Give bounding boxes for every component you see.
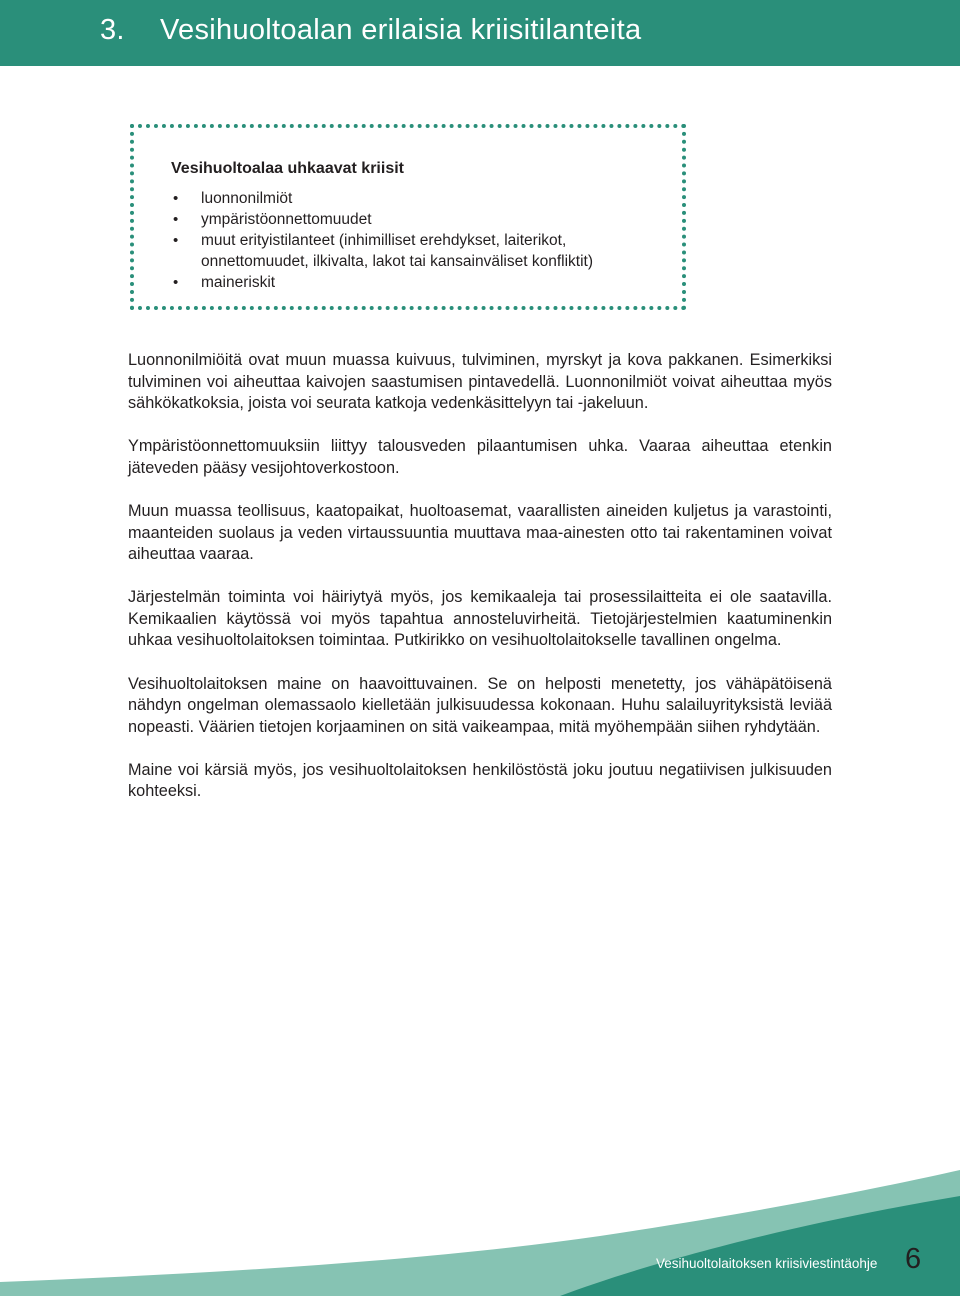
chapter-header <box>0 0 960 66</box>
list-item-text: luonnonilmiöt <box>201 190 293 207</box>
list-item <box>171 230 671 272</box>
page-number: 6 <box>905 1243 922 1275</box>
list-item <box>171 272 671 293</box>
bullet-icon: • <box>173 211 179 228</box>
paragraph-natural-phenomena: Luonnonilmiöitä ovat muun muassa kuivuus, tulviminen, myrskyt ja kova pakkanen. Esimerkiksi tulviminen voi aiheuttaa kaivojen saastumisen pintavedellä. Luonnonilmiöt voivat aiheuttaa myös sähkökatkoksia, joista voi seurata katkoja vedenkäsittelyyn tai -jakeluun. <box>128 351 832 413</box>
callout-title: Vesihuoltoalaa uhkaavat kriisit <box>171 160 404 177</box>
bullet-icon: • <box>173 274 179 291</box>
chapter-number: 3. <box>100 14 125 46</box>
footer-wave-decoration <box>0 1170 960 1296</box>
bullet-icon: • <box>173 232 179 249</box>
crisis-types-callout <box>130 124 686 310</box>
publication-title: Vesihuoltolaitoksen kriisiviestintäohje <box>656 1256 878 1271</box>
crisis-list <box>171 188 671 293</box>
list-item-text: maineriskit <box>201 274 276 291</box>
paragraph-staff-publicity: Maine voi kärsiä myös, jos vesihuoltolaitoksen henkilöstöstä joku joutuu negatiivisen julkisuuden kohteeksi. <box>128 760 832 801</box>
paragraph-system-disruptions: Järjestelmän toiminta voi häiriytyä myös, jos kemikaaleja tai prosessilaitteita ei ole saatavilla. Kemikaalien käytössä voi myös tapahtua annosteluvirheitä. Tietojärjestelmien kaatuminenkin uhkaa vesihuoltolaitoksen toimintaa. Putkirikko on vesihuoltolaitokselle tavallinen ongelma. <box>128 588 832 650</box>
paragraph-risk-sources: Muun muassa teollisuus, kaatopaikat, huoltoasemat, vaarallisten aineiden kuljetus ja varastointi, maanteiden suolaus ja veden virtaussuuntia muuttava maa-ainesten otto tai rakentaminen voivat aiheuttaa vaaraa. <box>128 501 832 564</box>
list-item-text: muut erityistilanteet (inhimilliset erehdykset, laiterikot, onnettomuudet, ilkivalta, lakot tai kansainväliset konfliktit) <box>201 232 594 270</box>
body-text <box>128 350 832 825</box>
paragraph-reputation: Vesihuoltolaitoksen maine on haavoittuvainen. Se on helposti menetetty, jos vähäpätöisenä nähdyn ongelman olemassaolo kielletään julkisuudessa kokonaan. Huhu salailuyrityksistä leviää nopeasti. Väärien tietojen korjaaminen on sitä vaikeampaa, mitä myöhempään siihen ryhdytään. <box>128 674 832 736</box>
paragraph-environmental-accidents: Ympäristöonnettomuuksiin liittyy talousveden pilaantumisen uhka. Vaaraa aiheuttaa etenkin jäteveden pääsy vesijohtoverkostoon. <box>128 437 832 477</box>
list-item-text: ympäristöonnettomuudet <box>201 211 372 228</box>
chapter-title: Vesihuoltoalan erilaisia kriisitilanteita <box>160 14 642 46</box>
bullet-icon: • <box>173 190 179 207</box>
list-item <box>171 188 671 209</box>
list-item <box>171 209 671 230</box>
